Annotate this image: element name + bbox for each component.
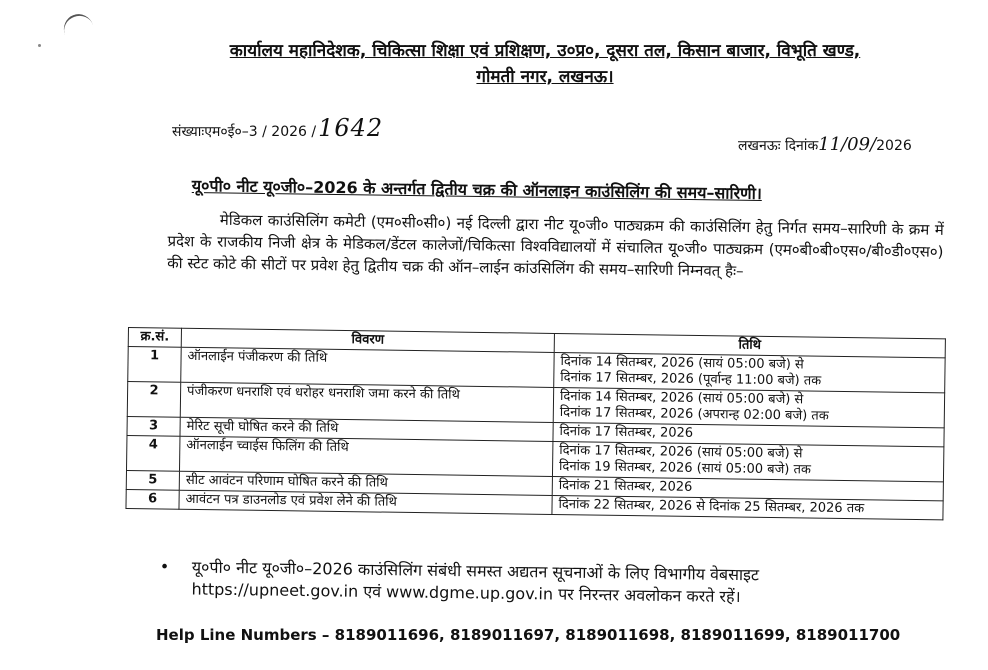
row-date-cell	[552, 441, 943, 481]
reference-handwritten-number: 1642	[318, 114, 384, 142]
row-date-line1: दिनांक 17 सितम्बर, 2026 (सायं 05:00 बजे) से	[559, 443, 803, 462]
row-date-line2: दिनांक 17 सितम्बर, 2026 (पूर्वान्ह 11:00 बजे) तक	[560, 370, 822, 389]
scan-corner-mark	[59, 10, 98, 50]
bullet-icon: •	[159, 556, 170, 577]
reference-prefix: संख्याःएम०ई०–3 / 2026 /	[172, 124, 317, 140]
document-title: यू०पी० नीट यू०जी०–2026 के अन्तर्गत द्वितीय चक्र की ऑनलाइन काउंसिलिंग की समय–सारिणी।	[191, 175, 763, 203]
body-paragraph: मेडिकल काउंसिलिंग कमेटी (एम०सी०सी०) नई दिल्ली द्वारा नीट यू०जी० पाठ्यक्रम की काउंसिलिंग हेतु निर्गत समय–सारिणी के क्रम में प्रदेश के राजकीय निजी क्षेत्र के मेडिकल/डेंटल कालेजों/चिकित्सा विश्वविद्यालयों में संचालित यू०जी० पाठ्यक्रम (एम०बी०बी०एस०/बी०डी०एस०) की स्टेट कोटे की सीटों पर प्रवेश हेतु द्वितीय चक्र की ऑन–लाईन कांउसिलिंग की समय–सारिणी निम्नवत् हैः–	[167, 210, 944, 281]
notice-text	[191, 556, 950, 611]
date-prefix: लखनऊः दिनांक	[738, 138, 819, 154]
header-date: तिथि	[554, 333, 945, 357]
notice-mid: एवं	[358, 581, 387, 602]
helpline-numbers	[156, 626, 900, 644]
notice-line1: यू०पी० नीट यू०जी०–2026 काउंसिलिंग संबंधी समस्त अद्यतन सूचनाओं के लिए विभागीय वेबसाइट	[191, 557, 760, 585]
row-date-cell	[553, 387, 944, 427]
scan-dot	[38, 44, 41, 47]
row-date-line1: दिनांक 17 सितम्बर, 2026	[559, 424, 694, 441]
row-serial: 2	[127, 382, 180, 418]
office-header-line1: कार्यालय महानिदेशक, चिकित्सा शिक्षा एवं प्रशिक्षण, उ०प्र०, दूसरा तल, किसान बाजार, विभूति खण्ड,	[229, 41, 861, 61]
date-handwritten: 11/09/	[818, 134, 877, 155]
row-description: मेरिट सूची घोषित करने की तिथि	[180, 417, 553, 441]
row-date-line1: दिनांक 14 सितम्बर, 2026 (सायं 05:00 बजे) से	[560, 354, 804, 373]
notice-bullet-item	[159, 556, 950, 611]
helpline-label: Help Line Numbers –	[156, 626, 330, 644]
row-serial: 5	[126, 470, 179, 490]
row-description: सीट आवंटन परिणाम घोषित करने की तिथि	[179, 471, 552, 495]
row-serial: 1	[128, 347, 181, 383]
header-description: विवरण	[181, 328, 554, 352]
website-link-upneet[interactable]: https://upneet.gov.in	[191, 579, 359, 601]
website-link-dgme[interactable]: www.dgme.up.gov.in	[386, 582, 554, 604]
row-date-line1: दिनांक 21 सितम्बर, 2026	[558, 478, 693, 495]
row-date-line1: दिनांक 22 सितम्बर, 2026 से दिनांक 25 सितम्बर, 2026 तक	[558, 497, 865, 517]
header-serial: क्र.सं.	[128, 328, 181, 348]
row-description: पंजीकरण धनराशि एवं धरोहर धनराशि जमा करने की तिथि	[180, 382, 553, 422]
schedule-table	[125, 327, 945, 520]
row-date-line2: दिनांक 17 सितम्बर, 2026 (अपरान्ह 02:00 बजे) तक	[559, 405, 829, 424]
row-description: ऑनलाईन च्वाईस फिलिंग की तिथि	[179, 436, 552, 476]
office-header-line2: गोमती नगर, लखनऊ।	[476, 67, 614, 87]
row-date-cell	[554, 352, 945, 392]
row-description: आवंटन पत्र डाउनलोड एवं प्रवेश लेने की तिथि	[179, 490, 552, 514]
reference-number	[172, 114, 383, 142]
row-description: ऑनलाईन पंजीकरण की तिथि	[181, 347, 554, 387]
row-date-cell	[552, 495, 943, 519]
letter-date	[738, 134, 912, 155]
helpline-number-list: 8189011696, 8189011697, 8189011698, 8189011699, 8189011700	[334, 626, 901, 644]
date-year: 2026	[876, 138, 912, 154]
row-date-line1: दिनांक 14 सितम्बर, 2026 (सायं 05:00 बजे) से	[559, 389, 804, 408]
row-serial: 6	[126, 489, 179, 509]
notice-tail: पर निरन्तर अवलोकन करते रहें।	[552, 584, 741, 607]
office-header	[150, 38, 940, 90]
row-date-line2: दिनांक 19 सितम्बर, 2026 (सायं 05:00 बजे) तक	[558, 459, 812, 478]
row-serial: 4	[126, 435, 179, 471]
row-serial: 3	[127, 416, 180, 436]
